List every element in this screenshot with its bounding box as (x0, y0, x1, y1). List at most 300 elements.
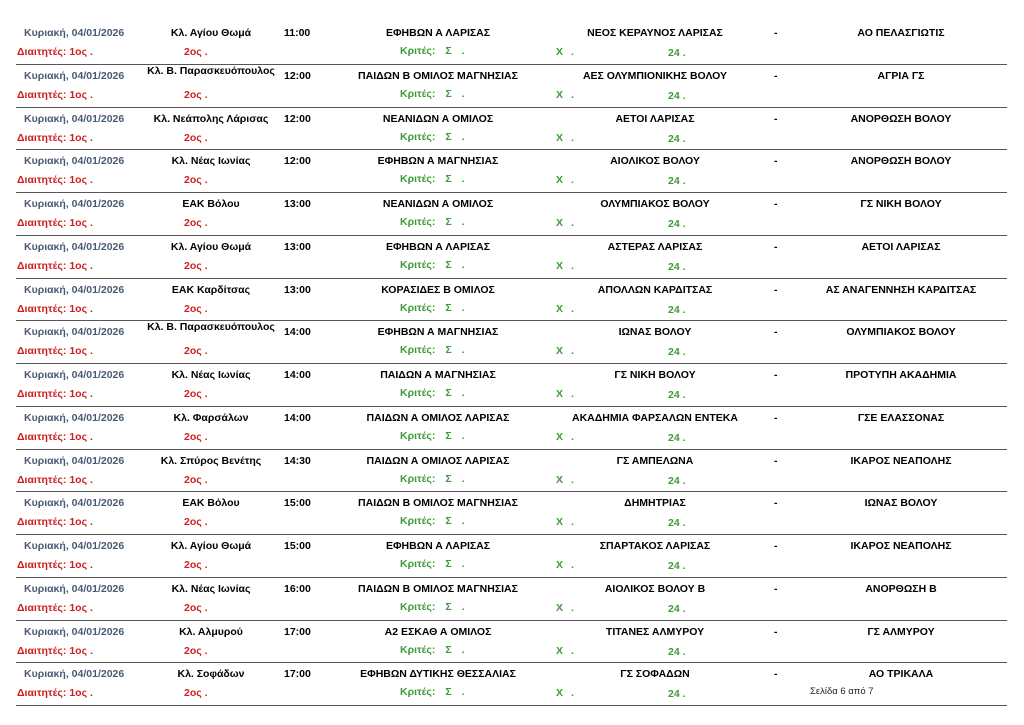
clock-dot: . (682, 474, 686, 487)
match-row (16, 621, 1007, 664)
judges-label: Κριτές: (400, 216, 436, 228)
referee-2-dot: . (204, 131, 208, 144)
referees-label: Διαιτητές: (17, 601, 67, 614)
referee-2-label: 2ος (184, 559, 202, 571)
clock-line (668, 475, 686, 488)
judges-line (400, 302, 465, 315)
chi-line (556, 89, 574, 102)
chi-label: Χ (556, 388, 564, 400)
referees-line (17, 474, 93, 487)
match-date: Κυριακή, 04/01/2026 (24, 198, 125, 210)
home-team: ΑΕΤΟΙ ΛΑΡΙΣΑΣ (615, 112, 695, 125)
match-time: 16:00 (284, 582, 311, 595)
referee-1-dot: . (89, 259, 93, 272)
clock-dot: . (682, 89, 686, 102)
match-competition: ΚΟΡΑΣΙΔΕΣ Β ΟΜΙΛΟΣ (381, 283, 495, 296)
judges-sigma: Σ (445, 130, 452, 143)
chi-dot: . (571, 217, 574, 229)
match-competition: ΕΦΗΒΩΝ Α ΜΑΓΝΗΣΙΑΣ (377, 326, 499, 339)
chi-dot: . (571, 601, 574, 614)
away-team: ΑΓΡΙΑ ΓΣ (877, 69, 925, 82)
home-team: ΑΣΤΕΡΑΣ ΛΑΡΙΣΑΣ (607, 240, 703, 253)
match-time: 12:00 (284, 155, 311, 168)
referee-2-line (184, 431, 208, 444)
referees-label: Διαιτητές: (17, 345, 67, 358)
clock-line (668, 261, 686, 274)
match-competition: ΠΑΙΔΩΝ Β ΟΜΙΛΟΣ ΜΑΓΝΗΣΙΑΣ (358, 582, 518, 595)
match-competition: ΠΑΙΔΩΝ Α ΜΑΓΝΗΣΙΑΣ (380, 369, 496, 381)
judges-dot: . (461, 472, 465, 485)
judges-dot: . (461, 643, 465, 656)
away-team: ΑΟ ΠΕΛΑΣΓΙΩΤΙΣ (857, 27, 945, 39)
judges-sigma: Σ (445, 87, 452, 100)
clock-line (668, 90, 686, 103)
referee-1-label: 1ος (69, 516, 88, 529)
referee-1-label: 1ος (69, 559, 88, 571)
home-team: ΓΣ ΑΜΠΕΛΩΝΑ (616, 454, 694, 467)
referees-line (17, 388, 93, 401)
judges-sigma: Σ (445, 429, 452, 442)
chi-dot: . (571, 131, 574, 144)
judges-dot: . (461, 130, 465, 143)
referee-1-dot: . (89, 601, 93, 614)
referees-label: Διαιτητές: (17, 88, 67, 101)
home-team: ΔΗΜΗΤΡΙΑΣ (624, 497, 686, 510)
chi-label: Χ (556, 559, 564, 571)
match-time: 14:00 (284, 326, 311, 339)
referee-2-label: 2ος (184, 516, 202, 529)
versus-dash: - (774, 155, 778, 168)
away-team: ΠΡΟΤΥΠΗ ΑΚΑΔΗΜΙΑ (845, 369, 957, 381)
match-time: 15:00 (284, 497, 311, 510)
clock-dot: . (682, 346, 686, 359)
referee-1-dot: . (89, 174, 93, 187)
referee-2-line (184, 89, 208, 102)
judges-line (400, 216, 465, 229)
referees-label: Διαιτητές: (17, 217, 67, 229)
chi-label: Χ (556, 644, 564, 657)
versus-dash: - (774, 283, 778, 296)
chi-label: Χ (556, 88, 564, 101)
home-team: ΟΛΥΜΠΙΑΚΟΣ ΒΟΛΟΥ (600, 198, 710, 210)
chi-label: Χ (556, 174, 564, 187)
chi-dot: . (571, 259, 574, 272)
referee-2-line (184, 559, 208, 572)
referee-2-label: 2ος (184, 473, 202, 486)
referees-label: Διαιτητές: (17, 516, 67, 529)
judges-sigma: Σ (445, 216, 452, 228)
referee-2-dot: . (204, 559, 208, 571)
clock-dot: . (682, 132, 686, 145)
chi-line (556, 303, 574, 316)
match-row (16, 22, 1007, 65)
away-team: ΑΝΟΡΘΩΣΗ Β (865, 582, 937, 595)
referee-1-label: 1ος (69, 174, 88, 187)
judges-label: Κριτές: (400, 600, 436, 613)
match-row (16, 578, 1007, 621)
judges-sigma: Σ (445, 387, 452, 399)
judges-line (400, 473, 465, 486)
match-venue: Κλ. Φαρσάλων (173, 411, 249, 424)
referee-2-dot: . (204, 259, 208, 272)
match-time: 14:30 (284, 454, 311, 467)
judges-line (400, 88, 465, 101)
referee-2-dot: . (204, 430, 208, 443)
judges-dot: . (461, 515, 465, 528)
away-team: ΓΣ ΑΛΜΥΡΟΥ (867, 625, 935, 638)
match-venue: Κλ. Νέας Ιωνίας (171, 369, 251, 381)
judges-sigma: Σ (445, 258, 452, 271)
judges-dot: . (461, 87, 465, 100)
referee-2-label: 2ος (184, 174, 202, 187)
referee-2-label: 2ος (184, 302, 202, 315)
clock-label: 24 (668, 602, 680, 615)
chi-dot: . (571, 174, 574, 187)
chi-label: Χ (556, 687, 564, 700)
clock-label: 24 (668, 175, 680, 188)
match-date: Κυριακή, 04/01/2026 (24, 112, 125, 125)
judges-label: Κριτές: (400, 387, 436, 399)
referees-line (17, 345, 93, 358)
judges-line (400, 644, 465, 657)
match-date: Κυριακή, 04/01/2026 (24, 283, 125, 296)
referee-2-dot: . (204, 217, 208, 229)
clock-label: 24 (668, 389, 680, 401)
judges-dot: . (461, 173, 465, 186)
judges-line (400, 131, 465, 144)
chi-label: Χ (556, 601, 564, 614)
judges-sigma: Σ (445, 173, 452, 186)
match-date: Κυριακή, 04/01/2026 (24, 155, 125, 168)
referee-2-line (184, 602, 208, 615)
versus-dash: - (774, 668, 778, 681)
chi-line (556, 46, 574, 59)
chi-dot: . (571, 644, 574, 657)
judges-label: Κριτές: (400, 643, 436, 656)
clock-line (668, 517, 686, 530)
match-time: 13:00 (284, 283, 311, 296)
match-date: Κυριακή, 04/01/2026 (24, 326, 125, 339)
judges-label: Κριτές: (400, 130, 436, 143)
match-date: Κυριακή, 04/01/2026 (24, 69, 125, 82)
referee-2-dot: . (204, 46, 208, 58)
chi-line (556, 388, 574, 401)
clock-label: 24 (668, 474, 680, 487)
referee-1-dot: . (89, 559, 93, 571)
clock-line (668, 175, 686, 188)
judges-sigma: Σ (445, 301, 452, 314)
home-team: ΤΙΤΑΝΕΣ ΑΛΜΥΡΟΥ (605, 625, 705, 638)
versus-dash: - (774, 625, 778, 638)
referees-label: Διαιτητές: (17, 388, 67, 400)
match-row (16, 364, 1007, 407)
chi-dot: . (571, 88, 574, 101)
match-time: 13:00 (284, 240, 311, 253)
chi-label: Χ (556, 516, 564, 529)
match-competition: Α2 ΕΣΚΑΘ Α ΟΜΙΛΟΣ (384, 625, 492, 638)
clock-dot: . (682, 560, 686, 572)
referees-line (17, 46, 93, 59)
referee-1-dot: . (89, 217, 93, 229)
judges-dot: . (461, 387, 465, 399)
home-team: ΑΙΟΛΙΚΟΣ ΒΟΛΟΥ (610, 155, 700, 168)
versus-dash: - (774, 454, 778, 467)
clock-label: 24 (668, 218, 680, 230)
home-team: ΣΠΑΡΤΑΚΟΣ ΛΑΡΙΣΑΣ (599, 540, 711, 552)
referee-2-line (184, 303, 208, 316)
judges-line (400, 686, 465, 699)
referees-line (17, 303, 93, 316)
judges-line (400, 344, 465, 357)
match-row (16, 150, 1007, 193)
referee-2-dot: . (204, 516, 208, 529)
judges-dot: . (461, 45, 465, 57)
match-date: Κυριακή, 04/01/2026 (24, 369, 125, 381)
match-row (16, 193, 1007, 236)
match-time: 17:00 (284, 668, 311, 681)
chi-line (556, 132, 574, 145)
referee-1-label: 1ος (69, 302, 88, 315)
judges-line (400, 601, 465, 614)
chi-label: Χ (556, 131, 564, 144)
match-time: 13:00 (284, 198, 311, 210)
match-competition: ΠΑΙΔΩΝ Β ΟΜΙΛΟΣ ΜΑΓΝΗΣΙΑΣ (358, 69, 518, 82)
referee-2-label: 2ος (184, 430, 202, 443)
judges-sigma: Σ (445, 344, 452, 357)
referee-2-label: 2ος (184, 687, 202, 700)
judges-line (400, 173, 465, 186)
match-row (16, 236, 1007, 279)
referees-line (17, 174, 93, 187)
judges-dot: . (461, 686, 465, 699)
chi-label: Χ (556, 345, 564, 358)
chi-dot: . (571, 687, 574, 700)
clock-line (668, 47, 686, 60)
match-competition: ΕΦΗΒΩΝ ΔΥΤΙΚΗΣ ΘΕΣΣΑΛΙΑΣ (360, 668, 516, 681)
match-venue: Κλ. Σπύρος Βενέτης (160, 454, 262, 467)
referee-2-label: 2ος (184, 46, 202, 58)
judges-line (400, 45, 465, 58)
match-date: Κυριακή, 04/01/2026 (24, 540, 125, 552)
clock-dot: . (682, 645, 686, 658)
referees-line (17, 217, 93, 230)
referee-2-line (184, 516, 208, 529)
home-team: ΑΚΑΔΗΜΙΑ ΦΑΡΣΑΛΩΝ ΕΝΤΕΚΑ (572, 411, 738, 424)
referee-1-dot: . (89, 473, 93, 486)
clock-dot: . (682, 688, 686, 701)
chi-line (556, 645, 574, 658)
away-team: ΓΣ ΝΙΚΗ ΒΟΛΟΥ (860, 198, 942, 210)
chi-dot: . (571, 46, 574, 58)
judges-label: Κριτές: (400, 344, 436, 357)
home-team: ΑΙΟΛΙΚΟΣ ΒΟΛΟΥ Β (604, 582, 706, 595)
clock-label: 24 (668, 645, 680, 658)
chi-line (556, 602, 574, 615)
referee-1-label: 1ος (69, 644, 88, 657)
match-venue: Κλ. Αγίου Θωμά (170, 540, 252, 552)
chi-label: Χ (556, 46, 564, 58)
referee-1-label: 1ος (69, 345, 88, 358)
judges-line (400, 259, 465, 272)
home-team: ΑΠΟΛΛΩΝ ΚΑΡΔΙΤΣΑΣ (597, 283, 713, 296)
match-row (16, 492, 1007, 535)
chi-line (556, 260, 574, 273)
match-competition: ΠΑΙΔΩΝ Α ΟΜΙΛΟΣ ΛΑΡΙΣΑΣ (366, 411, 510, 424)
referee-1-label: 1ος (69, 217, 88, 229)
judges-line (400, 387, 465, 400)
match-row (16, 108, 1007, 151)
match-venue: Κλ. Αγίου Θωμά (170, 27, 252, 39)
clock-label: 24 (668, 517, 680, 530)
match-row (16, 663, 1007, 706)
referee-1-label: 1ος (69, 687, 88, 700)
chi-line (556, 345, 574, 358)
referees-line (17, 516, 93, 529)
home-team: ΓΣ ΣΟΦΑΔΩΝ (620, 668, 690, 681)
referee-2-label: 2ος (184, 345, 202, 358)
match-time: 12:00 (284, 112, 311, 125)
versus-dash: - (774, 497, 778, 510)
referee-2-dot: . (204, 388, 208, 400)
chi-line (556, 474, 574, 487)
judges-label: Κριτές: (400, 301, 436, 314)
match-row (16, 407, 1007, 450)
referee-1-dot: . (89, 644, 93, 657)
judges-label: Κριτές: (400, 472, 436, 485)
referees-line (17, 559, 93, 572)
clock-dot: . (682, 303, 686, 316)
judges-dot: . (461, 429, 465, 442)
judges-dot: . (461, 258, 465, 271)
judges-label: Κριτές: (400, 173, 436, 186)
referee-1-label: 1ος (69, 131, 88, 144)
match-time: 14:00 (284, 369, 311, 381)
referees-label: Διαιτητές: (17, 174, 67, 187)
referee-2-label: 2ος (184, 88, 202, 101)
clock-label: 24 (668, 346, 680, 359)
referee-2-line (184, 345, 208, 358)
away-team: ΓΣΕ ΕΛΑΣΣΟΝΑΣ (857, 411, 945, 424)
versus-dash: - (774, 582, 778, 595)
match-venue: Κλ. Νεάπολης Λάρισας (153, 112, 269, 125)
chi-line (556, 559, 574, 572)
clock-label: 24 (668, 688, 680, 701)
clock-label: 24 (668, 431, 680, 444)
referee-1-label: 1ος (69, 88, 88, 101)
clock-dot: . (682, 517, 686, 530)
judges-sigma: Σ (445, 643, 452, 656)
match-venue: Κλ. Νέας Ιωνίας (171, 155, 251, 168)
referee-1-dot: . (89, 516, 93, 529)
chi-line (556, 516, 574, 529)
chi-dot: . (571, 516, 574, 529)
referee-2-line (184, 46, 208, 59)
judges-label: Κριτές: (400, 87, 436, 100)
home-team: ΑΕΣ ΟΛΥΜΠΙΟΝΙΚΗΣ ΒΟΛΟΥ (582, 69, 728, 82)
referees-line (17, 89, 93, 102)
match-venue: Κλ. Σοφάδων (177, 668, 245, 681)
page-number: Σελίδα 6 από 7 (810, 686, 874, 697)
chi-dot: . (571, 473, 574, 486)
versus-dash: - (774, 411, 778, 424)
referees-label: Διαιτητές: (17, 644, 67, 657)
judges-dot: . (461, 344, 465, 357)
match-row (16, 321, 1007, 364)
referees-label: Διαιτητές: (17, 473, 67, 486)
versus-dash: - (774, 112, 778, 125)
chi-label: Χ (556, 302, 564, 315)
versus-dash: - (774, 198, 778, 210)
referee-2-line (184, 474, 208, 487)
judges-line (400, 515, 465, 528)
referee-1-label: 1ος (69, 46, 88, 58)
clock-line (668, 432, 686, 445)
referees-line (17, 645, 93, 658)
match-row (16, 450, 1007, 493)
judges-dot: . (461, 600, 465, 613)
referee-2-dot: . (204, 687, 208, 700)
match-venue: Κλ. Νέας Ιωνίας (171, 582, 251, 595)
referee-2-label: 2ος (184, 131, 202, 144)
referee-2-label: 2ος (184, 644, 202, 657)
match-competition: ΝΕΑΝΙΔΩΝ Α ΟΜΙΛΟΣ (382, 198, 494, 210)
referees-line (17, 431, 93, 444)
away-team: ΙΩΝΑΣ ΒΟΛΟΥ (864, 497, 938, 510)
away-team: ΟΛΥΜΠΙΑΚΟΣ ΒΟΛΟΥ (846, 326, 956, 339)
referees-label: Διαιτητές: (17, 302, 67, 315)
clock-line (668, 133, 686, 146)
chi-dot: . (571, 345, 574, 358)
referee-1-label: 1ος (69, 259, 88, 272)
judges-label: Κριτές: (400, 558, 436, 570)
away-team: ΙΚΑΡΟΣ ΝΕΑΠΟΛΗΣ (850, 540, 952, 552)
referees-label: Διαιτητές: (17, 559, 67, 571)
match-date: Κυριακή, 04/01/2026 (24, 454, 125, 467)
referee-2-dot: . (204, 644, 208, 657)
match-schedule (0, 22, 1024, 706)
clock-label: 24 (668, 560, 680, 572)
match-venue: Κλ. Β. Παρασκευόπουλος (147, 64, 275, 77)
judges-sigma: Σ (445, 45, 452, 57)
judges-sigma: Σ (445, 600, 452, 613)
chi-line (556, 174, 574, 187)
chi-label: Χ (556, 430, 564, 443)
away-team: ΑΟ ΤΡΙΚΑΛΑ (868, 668, 934, 681)
judges-sigma: Σ (445, 472, 452, 485)
clock-dot: . (682, 260, 686, 273)
clock-line (668, 560, 686, 573)
match-competition: ΕΦΗΒΩΝ Α ΛΑΡΙΣΑΣ (385, 540, 491, 552)
chi-label: Χ (556, 217, 564, 229)
clock-dot: . (682, 218, 686, 230)
referee-1-dot: . (89, 345, 93, 358)
match-time: 14:00 (284, 411, 311, 424)
referee-2-label: 2ος (184, 259, 202, 272)
referees-label: Διαιτητές: (17, 46, 67, 58)
referee-2-line (184, 217, 208, 230)
chi-dot: . (571, 388, 574, 400)
match-date: Κυριακή, 04/01/2026 (24, 240, 125, 253)
home-team: ΝΕΟΣ ΚΕΡΑΥΝΟΣ ΛΑΡΙΣΑΣ (587, 27, 723, 39)
match-venue: ΕΑΚ Καρδίτσας (171, 283, 251, 296)
chi-label: Χ (556, 259, 564, 272)
judges-dot: . (461, 301, 465, 314)
referee-2-label: 2ος (184, 388, 202, 400)
match-competition: ΝΕΑΝΙΔΩΝ Α ΟΜΙΛΟΣ (382, 112, 494, 125)
clock-dot: . (682, 47, 686, 59)
referee-1-label: 1ος (69, 601, 88, 614)
referee-2-dot: . (204, 88, 208, 101)
